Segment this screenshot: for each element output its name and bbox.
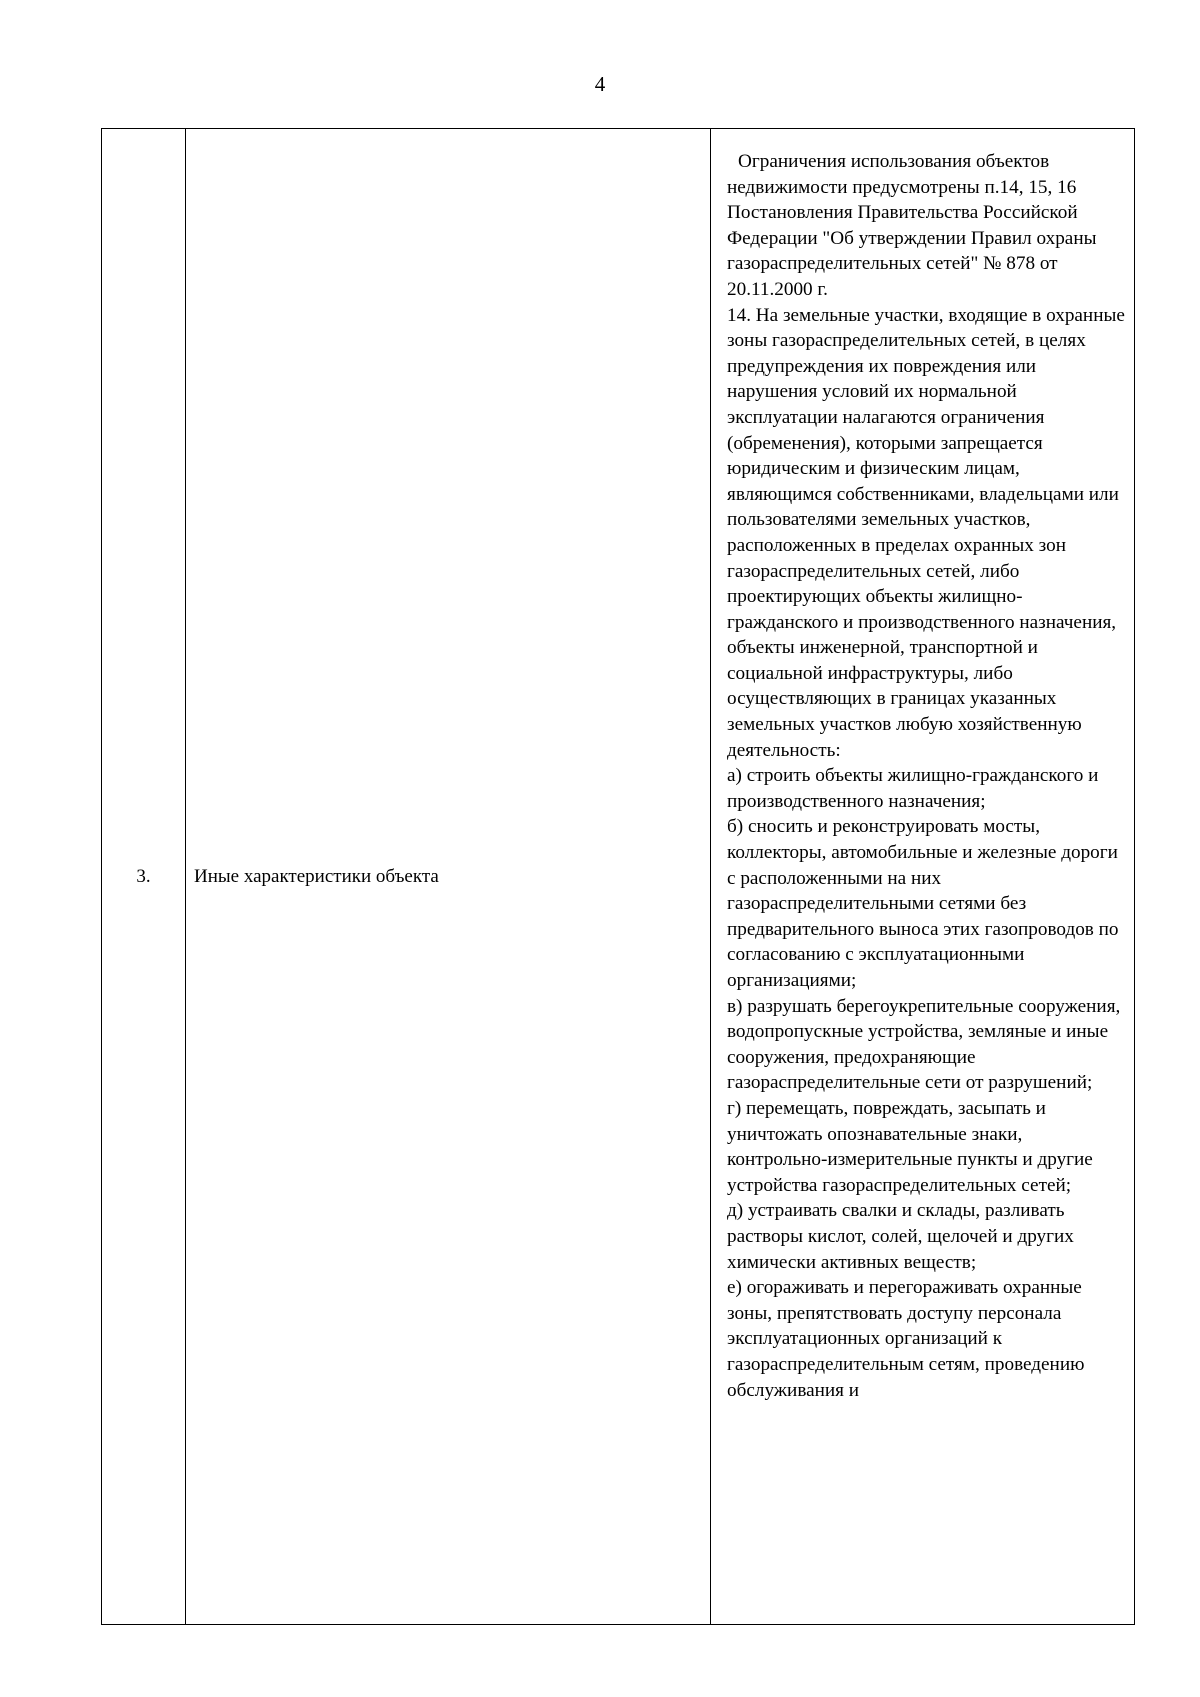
value-paragraph-14: 14. На земельные участки, входящие в охранные зоны газораспределительных сетей, в целях предупреждения их повреждения или нарушения условий их нормальной эксплуатации налагаются ограничения (обременения), которыми запрещается юридическим и физическим лицам, являющимся собственниками, владельцами или пользователями земельных участков, расположенных в пределах охранных зон газораспределительных сетей, либо проектирующих объекты жилищно-гражданского и производственного назначения, объекты инженерной, транспортной и социальной инфраструктуры, либо осуществляющих в границах указанных земельных участков любую хозяйственную деятельность: (727, 304, 1125, 761)
row-number-cell (102, 129, 186, 1625)
value-paragraph-intro: Ограничения использования объектов недвижимости предусмотрены п.14, 15, 16 Постановления Правительства Российской Федерации "Об утверждении Правил охраны газораспределительных сетей" № 878 от 20.11.2000 г. (727, 151, 1097, 300)
value-item-a: а) строить объекты жилищно-гражданского и производственного назначения; (727, 765, 1099, 812)
row-name-cell (186, 129, 711, 1625)
row-value-cell (711, 129, 1135, 1625)
value-item-g: г) перемещать, повреждать, засыпать и уничтожать опознавательные знаки, контрольно-измерительные пункты и другие устройства газораспределительных сетей; (727, 1097, 1093, 1196)
value-item-b: б) сносить и реконструировать мосты, коллекторы, автомобильные и железные дороги с расположенными на них газораспределительными сетями без предварительного выноса этих газопроводов по согласованию с эксплуатационными организациями; (727, 816, 1119, 991)
row-name: Иные характеристики объекта (194, 865, 439, 887)
table-row (102, 129, 1135, 1625)
value-item-e: е) огораживать и перегораживать охранные зоны, препятствовать доступу персонала эксплуатационных организаций к газораспределительным сетям, проведению обслуживания и (727, 1277, 1085, 1401)
page-number: 4 (594, 72, 606, 96)
value-item-d: д) устраивать свалки и склады, разливать растворы кислот, солей, щелочей и других химически активных веществ; (727, 1200, 1074, 1273)
value-item-v: в) разрушать берегоукрепительные сооружения, водопропускные устройства, земляные и иные сооружения, предохраняющие газораспределительные сети от разрушений; (727, 995, 1121, 1094)
row-number: 3. (136, 865, 151, 887)
characteristics-table (101, 128, 1135, 1625)
